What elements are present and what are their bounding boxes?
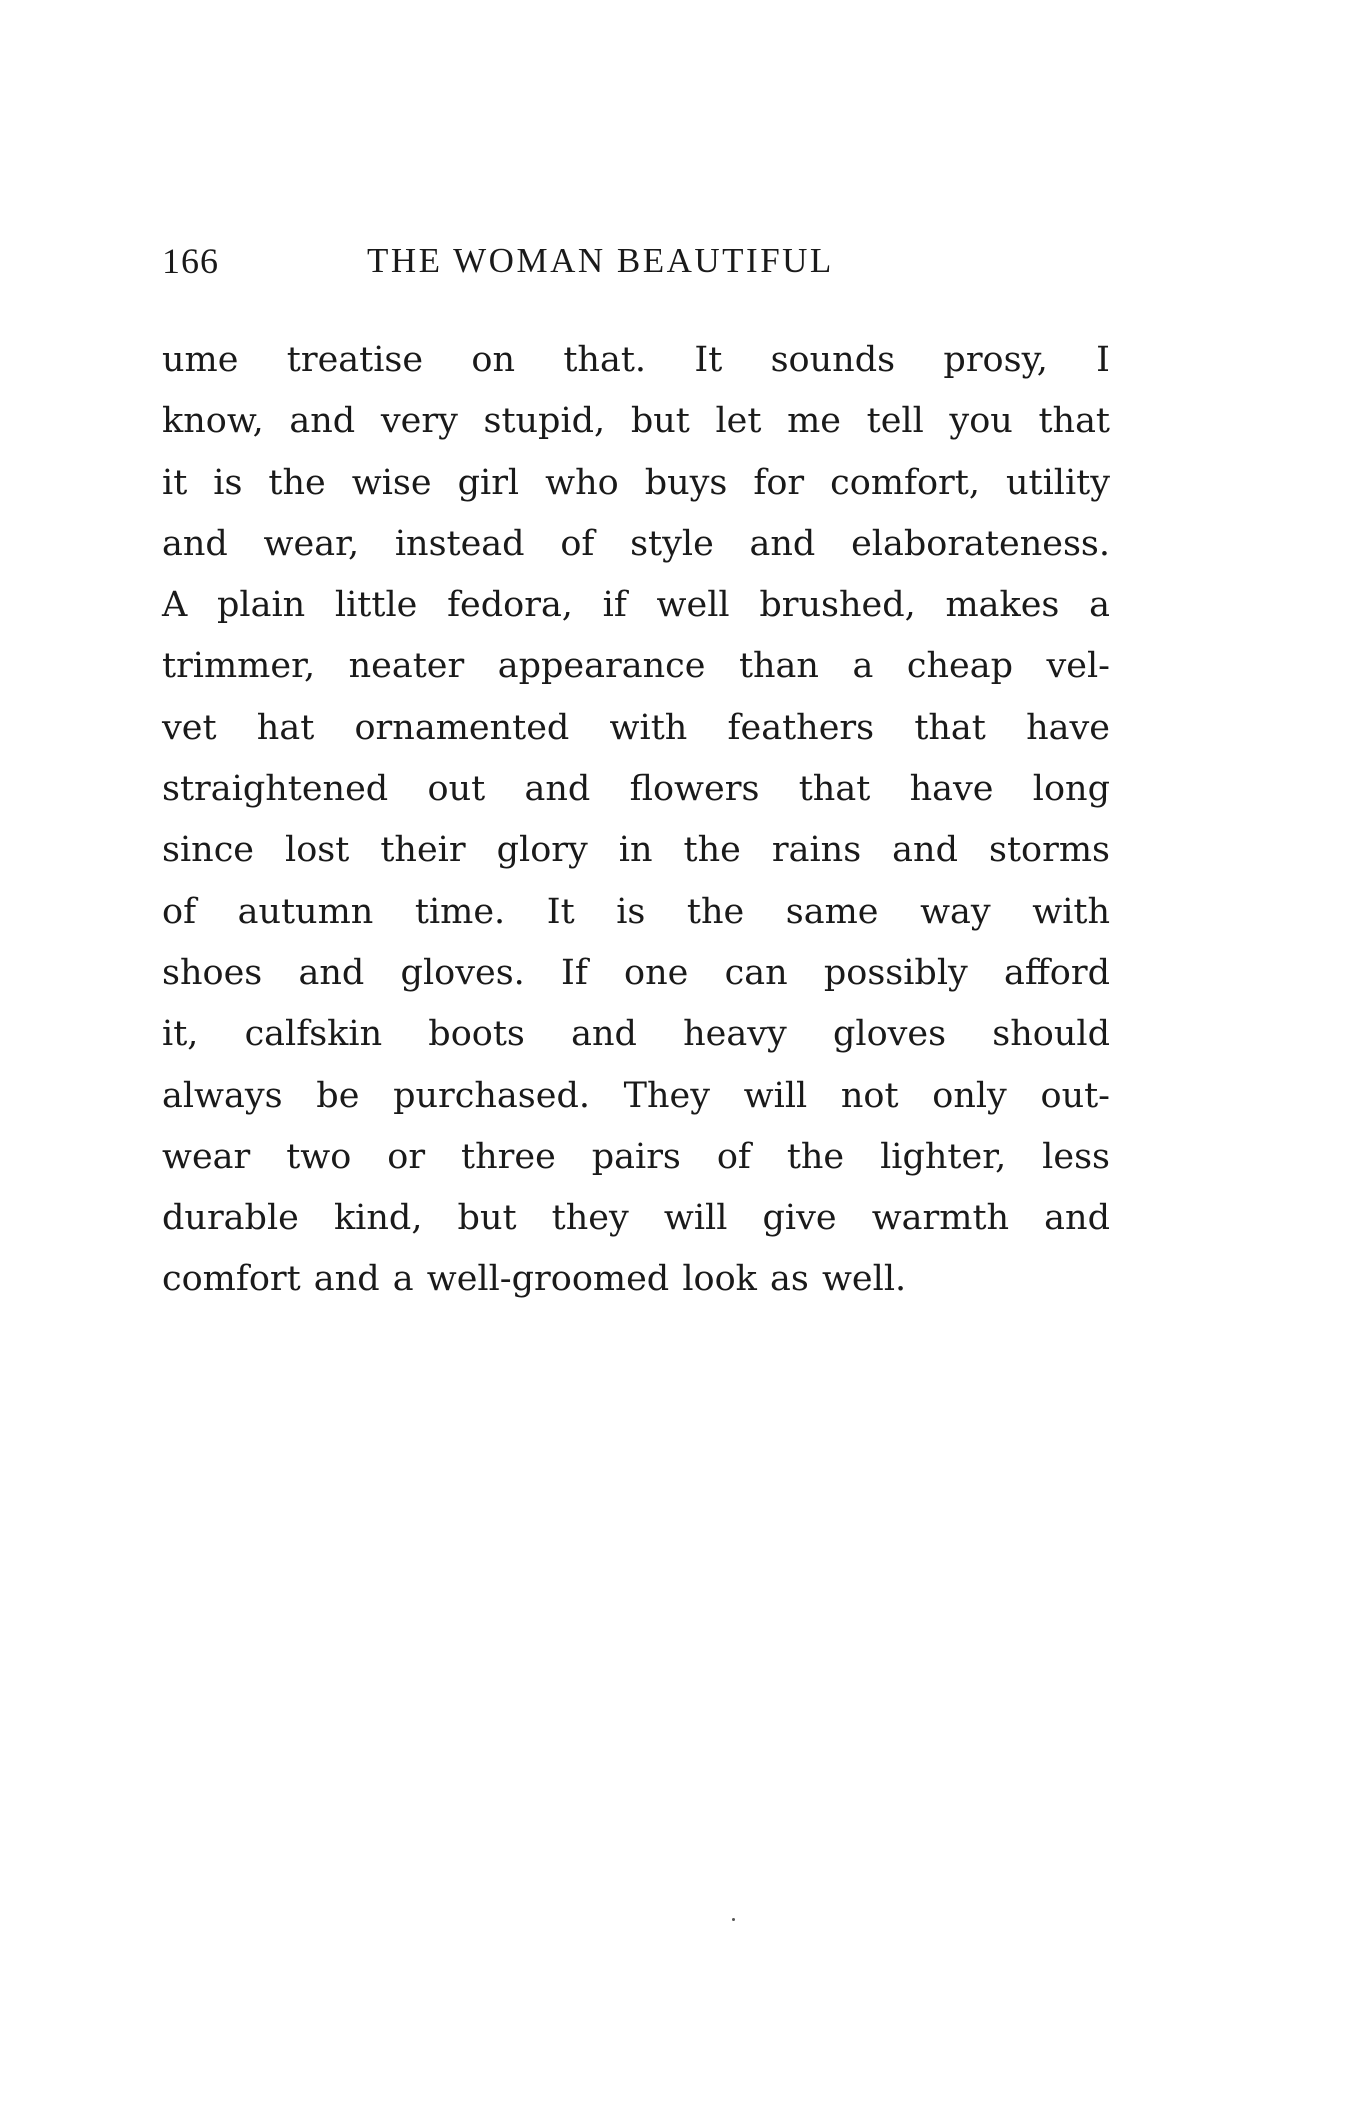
paper-speck <box>732 1918 735 1921</box>
text-line: durable kind, but they will give warmth and <box>162 1198 1110 1239</box>
text-line: always be purchased. They will not only out- <box>162 1075 1110 1116</box>
text-line: shoes and gloves. If one can possibly afford <box>162 952 1110 993</box>
text-line: comfort and a well-groomed look as well. <box>162 1259 907 1300</box>
text-line: of autumn time. It is the same way with <box>162 891 1110 932</box>
text-line: and wear, instead of style and elaborateness. <box>162 523 1110 564</box>
text-line: since lost their glory in the rains and storms <box>162 830 1110 871</box>
page-number: 166 <box>162 241 219 281</box>
text-line: wear two or three pairs of the lighter, less <box>162 1136 1110 1177</box>
text-line: trimmer, neater appearance than a cheap vel- <box>162 646 1110 687</box>
text-line: it, calfskin boots and heavy gloves should <box>162 1014 1110 1055</box>
running-head <box>162 236 1112 286</box>
text-line: ume treatise on that. It sounds prosy, I <box>162 340 1110 380</box>
text-line: vet hat ornamented with feathers that have <box>162 707 1110 748</box>
text-line: know, and very stupid, but let me tell you that <box>162 401 1110 442</box>
text-line: it is the wise girl who buys for comfort, utility <box>162 462 1110 503</box>
text-line: straightened out and flowers that have long <box>162 769 1110 810</box>
body-text <box>162 330 1110 1311</box>
text-line: A plain little fedora, if well brushed, makes a <box>162 585 1110 626</box>
running-title: THE WOMAN BEAUTIFUL <box>367 241 834 280</box>
